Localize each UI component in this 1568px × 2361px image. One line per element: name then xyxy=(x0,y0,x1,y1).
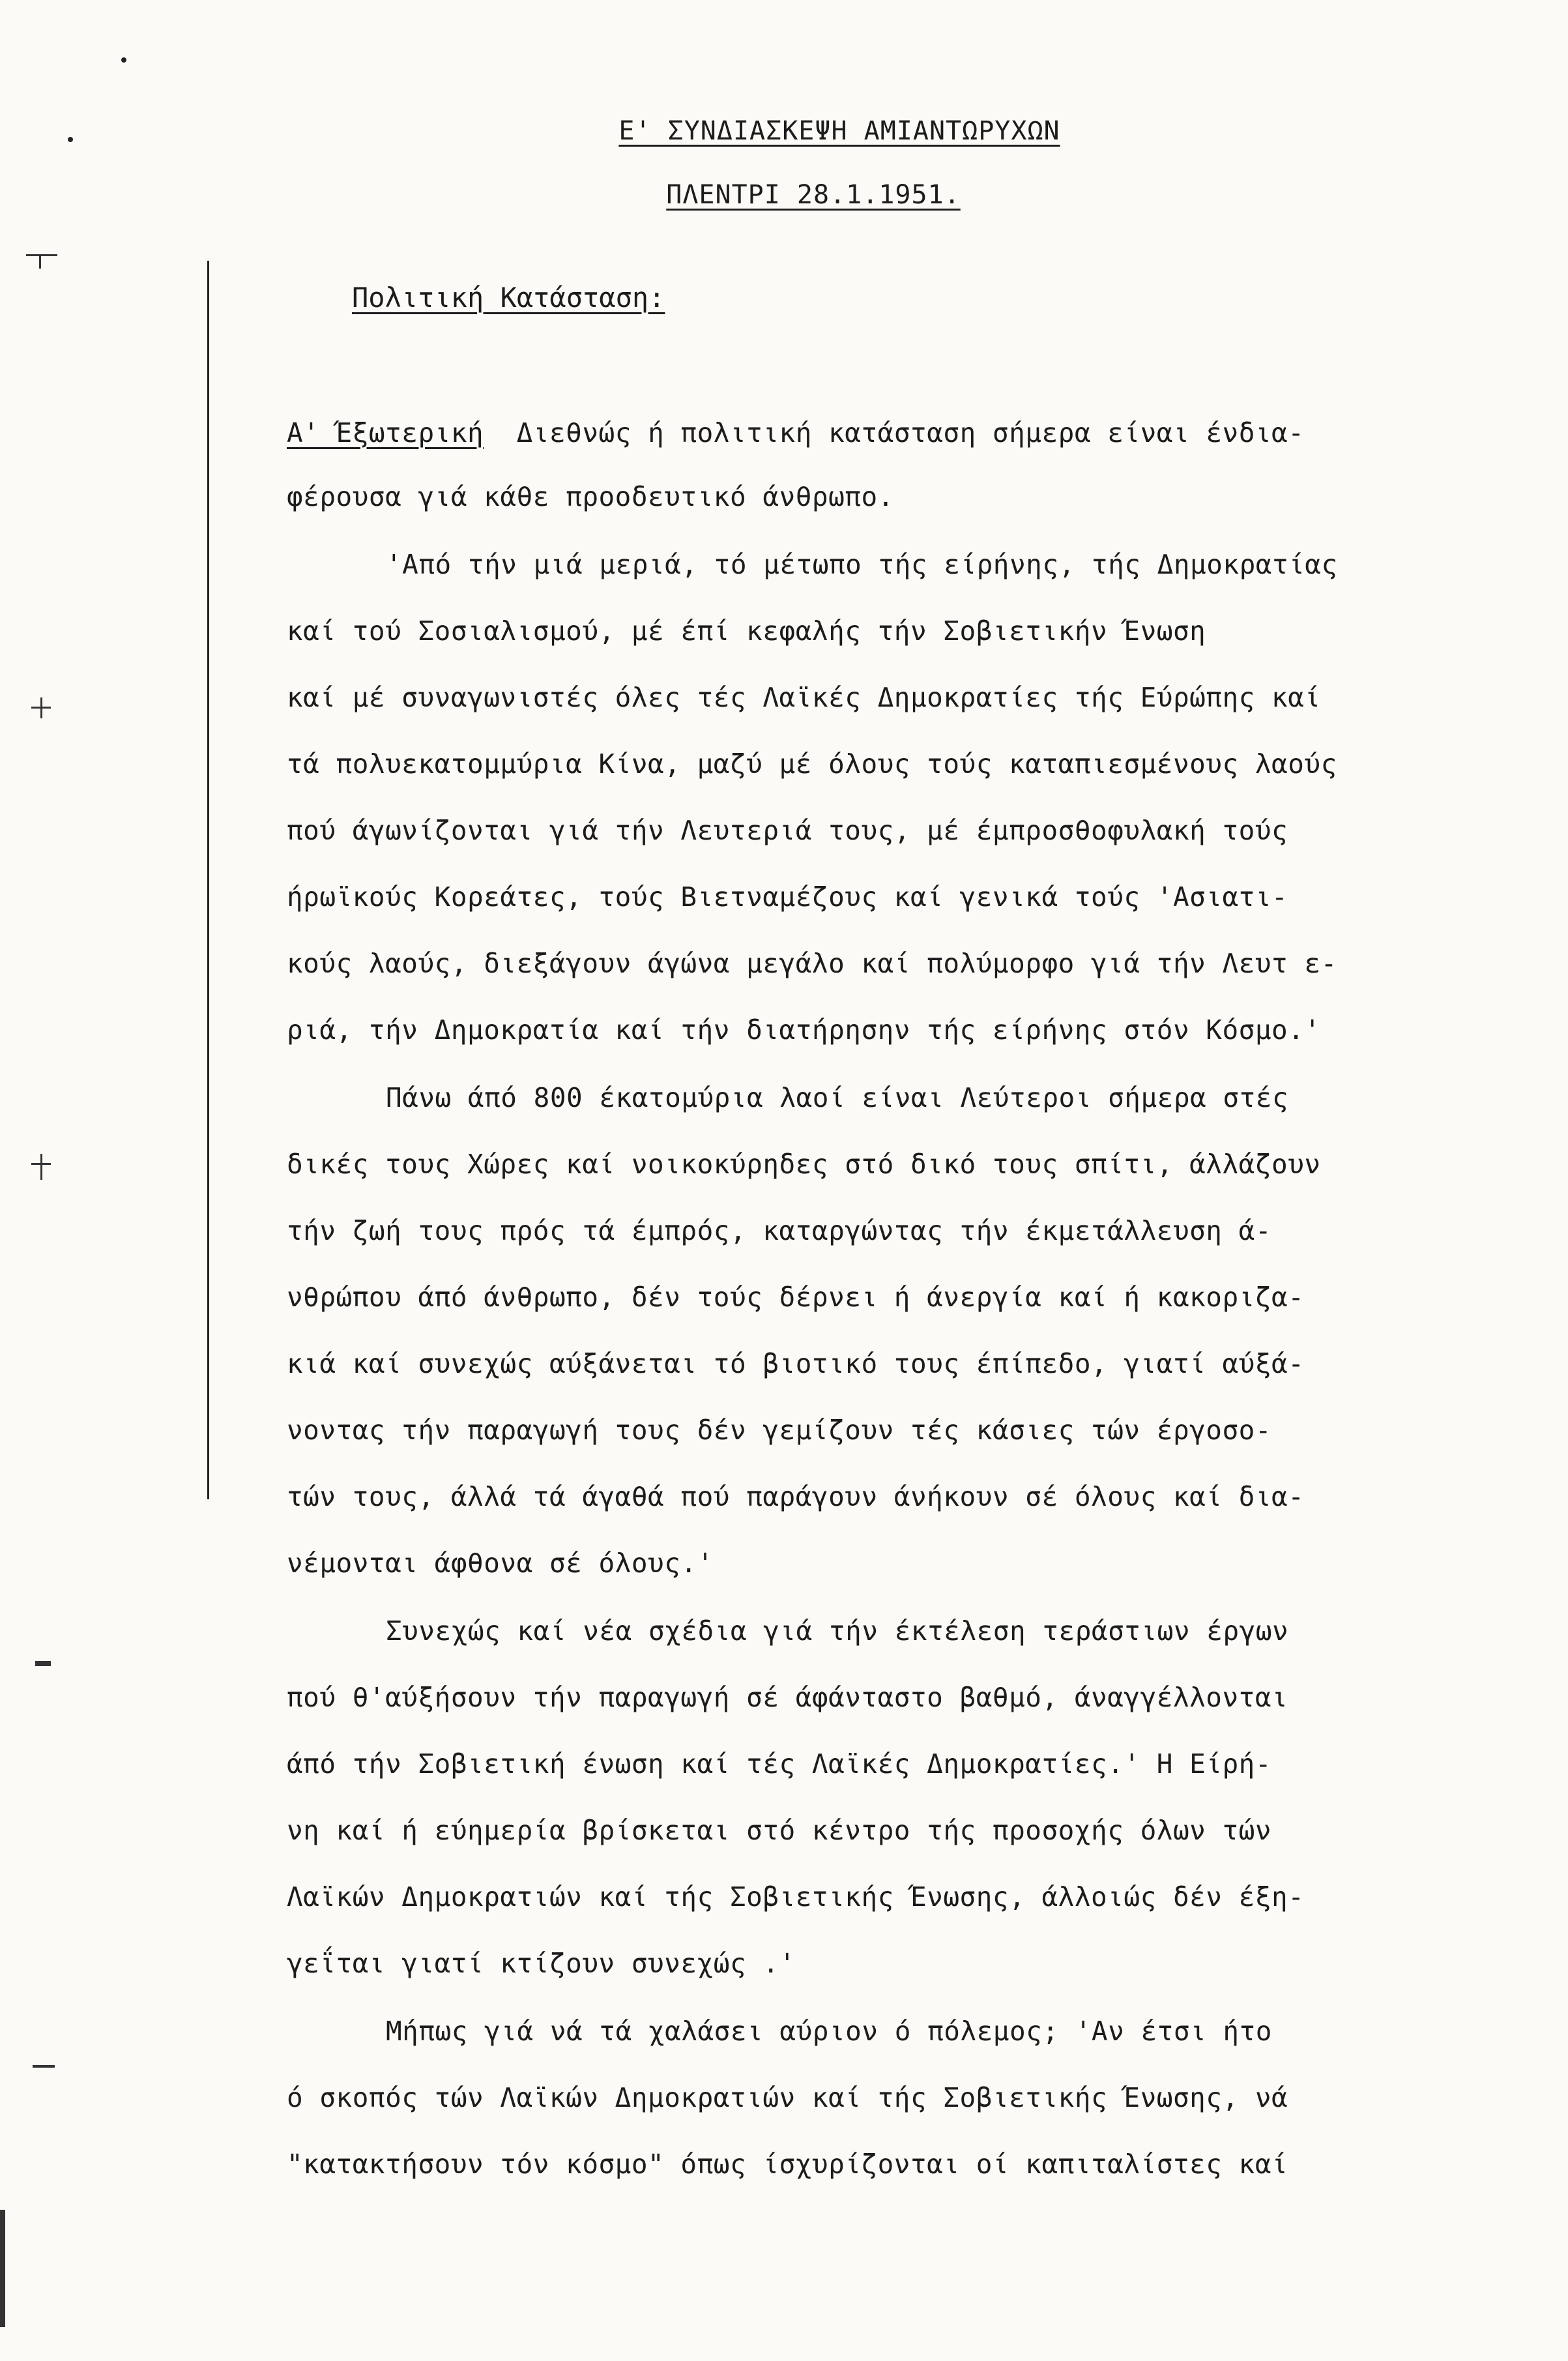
margin-tick xyxy=(31,707,51,709)
text-line: καί τού Σοσιαλισμού, μέ έπί κεφαλής τήν Σοβιετικήν Ένωση xyxy=(287,615,1206,647)
text-line: τήν ζωή τους πρός τά έμπρός, καταργώντας τήν έκμετάλλευση ά- xyxy=(287,1215,1272,1246)
margin-tick xyxy=(39,254,41,269)
margin-tick xyxy=(35,1661,51,1666)
text-line: πού άγωνίζονται γιά τήν Λευτεριά τους, μέ έμπροσθοφυλακή τούς xyxy=(287,815,1288,846)
text-line: Α' Έξωτερική Διεθνώς ή πολιτική κατάσταση σήμερα είναι ένδια- xyxy=(287,417,1305,448)
text-line: κιά καί συνεχώς αύξάνεται τό βιοτικό τους έπίπεδο, γιατί αύξά- xyxy=(287,1348,1305,1379)
margin-tick xyxy=(31,1163,51,1165)
margin-tick xyxy=(40,1154,42,1180)
scan-speck xyxy=(121,57,126,63)
text-line: Μήπως γιά νά τά χαλάσει αύριον ό πόλεμος; 'Αν έτσι ήτο xyxy=(386,2016,1272,2047)
page-edge-shadow xyxy=(0,2210,5,2327)
sub-label: Α' Έξωτερική xyxy=(287,417,484,448)
text-line: νοντας τήν παραγωγή τους δέν γεμίζουν τές κάσιες τών έργοσο- xyxy=(287,1415,1272,1446)
text-line: Πάνω άπό 800 έκατομύρια λαοί είναι Λεύτεροι σήμερα στές xyxy=(386,1082,1289,1113)
margin-tick xyxy=(26,254,57,256)
text-line: Συνεχώς καί νέα σχέδια γιά τήν έκτέλεση τεράστιων έργων xyxy=(386,1615,1289,1647)
document-title: Ε' ΣΥΝΔΙΑΣΚΕΨΗ ΑΜΙΑΝΤΩΡΥΧΩΝ xyxy=(618,116,1060,146)
text-line: φέρουσα γιά κάθε προοδευτικό άνθρωπο. xyxy=(287,481,894,512)
text-line: 'Από τήν μιά μεριά, τό μέτωπο τής είρήνης, τής Δημοκρατίας xyxy=(386,549,1338,580)
text-line: δικές τους Χώρες καί νοικοκύρηδες στό δικό τους σπίτι, άλλάζουν xyxy=(287,1149,1321,1180)
text-line: νθρώπου άπό άνθρωπο, δέν τούς δέρνει ή άνεργία καί ή κακοριζα- xyxy=(287,1282,1305,1313)
text-line: άπό τήν Σοβιετική ένωση καί τές Λαϊκές Δημοκρατίες.' Η Είρή- xyxy=(287,1748,1272,1780)
text-line: "κατακτήσουν τόν κόσμο" όπως ίσχυρίζονται οί καπιταλίστες καί xyxy=(287,2148,1288,2180)
text-line: νη καί ή εύημερία βρίσκεται στό κέντρο τής προσοχής όλων τών xyxy=(287,1815,1272,1846)
margin-tick xyxy=(33,2065,55,2068)
text-line: πού θ'αύξήσουν τήν παραγωγή σέ άφάνταστο βαθμό, άναγγέλλονται xyxy=(287,1682,1288,1713)
place-date: ΠΛΕΝΤΡΙ 28.1.1951. xyxy=(666,180,961,210)
section-heading: Πολιτική Κατάσταση: xyxy=(352,282,665,314)
scan-speck xyxy=(68,137,73,142)
text-line: τών τους, άλλά τά άγαθά πού παράγουν άνήκουν σέ όλους καί δια- xyxy=(287,1481,1305,1512)
text-line: Λαϊκών Δημοκρατιών καί τής Σοβιετικής Ένωσης, άλλοιώς δέν έξη- xyxy=(287,1881,1305,1913)
text-line: κούς λαούς, διεξάγουν άγώνα μεγάλο καί πολύμορφο γιά τήν Λευτ ε- xyxy=(287,948,1337,979)
text-line: τά πολυεκατομμύρια Κίνα, μαζύ μέ όλους τούς καταπιεσμένους λαούς xyxy=(287,748,1337,780)
text-line: ριά, τήν Δημοκρατία καί τήν διατήρησην τής είρήνης στόν Κόσμο.' xyxy=(287,1014,1321,1046)
text-line: καί μέ συναγωνιστές όλες τές Λαϊκές Δημοκρατίες τής Εύρώπης καί xyxy=(287,682,1321,713)
text-line: γεΐται γιατί κτίζουν συνεχώς .' xyxy=(287,1948,796,1979)
text-line: νέμονται άφθονα σέ όλους.' xyxy=(287,1547,714,1579)
text-line: ό σκοπός τών Λαϊκών Δημοκρατιών καί τής Σοβιετικής Ένωσης, νά xyxy=(287,2082,1288,2113)
margin-rule xyxy=(207,261,209,1499)
text-line: ήρωϊκούς Κορεάτες, τούς Βιετναμέζους καί γενικά τούς 'Ασιατι- xyxy=(287,881,1288,913)
